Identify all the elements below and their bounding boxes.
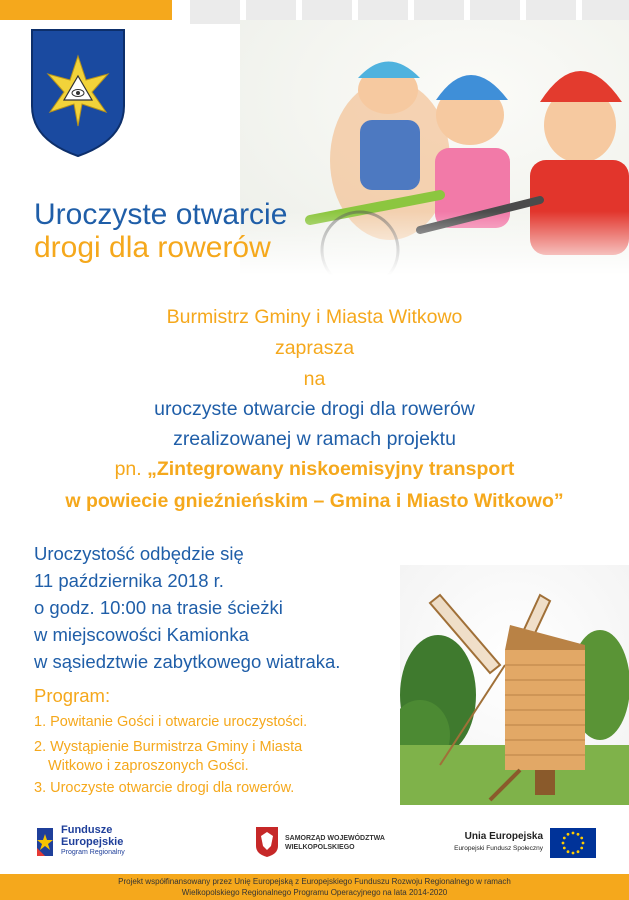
ue-title: Unia Europejska — [464, 831, 543, 842]
program-item-2-continued: Witkowo i zaproszonych Gości. — [48, 758, 249, 774]
page-title-line-1: Uroczyste otwarcie — [34, 198, 288, 231]
page-title-line-2: drogi dla rowerów — [34, 231, 271, 264]
samorzad-wielkopolski-logo — [255, 826, 395, 862]
fe-star-icon — [34, 822, 56, 860]
invitation-project-name-line-1 — [0, 458, 629, 481]
footer-line-1: Projekt współfinansowany przez Unię Europejską z Europejskiego Funduszu Rozwoju Regionalnego w ramach — [118, 877, 511, 886]
invitation-project-name-line-2: w powiecie gnieźnieńskim – Gmina i Miasto Witkowo” — [65, 490, 564, 512]
eu-flag-icon — [550, 828, 596, 858]
project-name-part-1: „Zintegrowany niskoemisyjny transport — [147, 458, 515, 480]
top-accent-bar — [0, 0, 172, 20]
windmill-photo — [400, 565, 629, 805]
details-line-1: Uroczystość odbędzie się — [34, 543, 244, 564]
details-locality: w miejscowości Kamionka — [34, 624, 249, 645]
invitation-host: Burmistrz Gminy i Miasta Witkowo — [166, 306, 463, 328]
invitation-event: uroczyste otwarcie drogi dla rowerów — [154, 398, 475, 420]
program-item-1: 1. Powitanie Gości i otwarcie uroczystości. — [34, 714, 308, 730]
invitation-project: zrealizowanej w ramach projektu — [173, 428, 456, 450]
details-landmark: w sąsiedztwie zabytkowego wiatraka. — [34, 651, 341, 672]
sw-line-2: WIELKOPOLSKIEGO — [285, 844, 355, 851]
program-heading: Program: — [34, 685, 111, 706]
sw-line-1: SAMORZĄD WOJEWÓDZTWA — [285, 835, 385, 842]
fe-title-2: Europejskie — [61, 836, 124, 848]
unia-europejska-logo — [455, 828, 600, 862]
children-cycling-photo — [240, 20, 629, 275]
footer-line-2: Wielkopolskiego Regionalnego Programu Operacyjnego na lata 2014-2020 — [181, 888, 448, 897]
program-item-2: 2. Wystąpienie Burmistrza Gminy i Miasta — [34, 739, 303, 755]
ue-subtitle: Europejski Fundusz Społeczny — [454, 845, 543, 852]
footer-text — [0, 876, 629, 898]
program-item-3: 3. Uroczyste otwarcie drogi dla rowerów. — [34, 780, 295, 796]
fundusze-europejskie-logo — [34, 822, 174, 862]
eagle-shield-icon — [255, 826, 279, 858]
details-date: 11 października 2018 r. — [34, 570, 224, 591]
details-time-place: o godz. 10:00 na trasie ścieżki — [34, 597, 283, 618]
fe-subtitle: Program Regionalny — [61, 849, 125, 856]
invitation-to: na — [303, 368, 326, 390]
invitation-invites: zaprasza — [274, 337, 355, 359]
fe-title-1: Fundusze — [61, 824, 113, 836]
witkowo-crest-logo — [30, 28, 126, 158]
project-prefix: pn. — [114, 458, 148, 480]
